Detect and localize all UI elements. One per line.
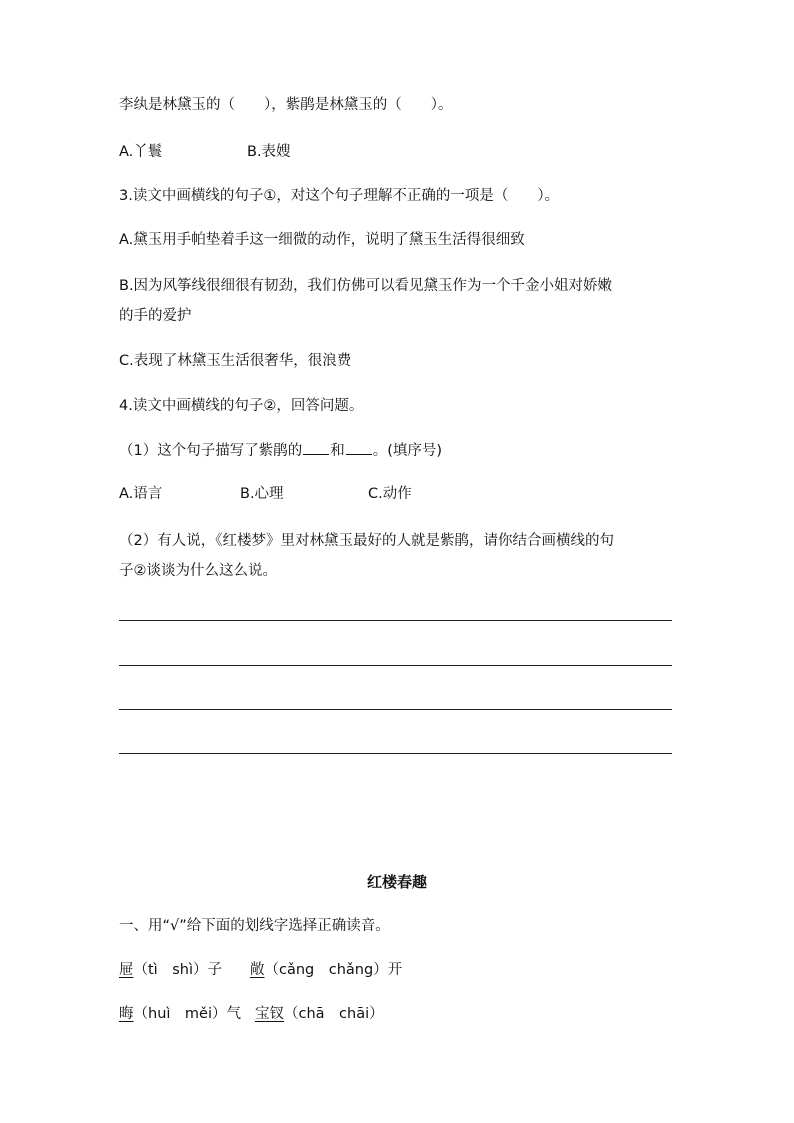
pinyin-choice[interactable]: （tì shì）子	[133, 962, 222, 978]
q2-stem: 李纨是林黛玉的（ ），紫鹃是林黛玉的（ ）。	[119, 97, 453, 113]
section-title: 红楼春趣	[366, 873, 427, 891]
answer-line-4[interactable]	[119, 753, 672, 754]
q4-sub2-line2: 子②谈谈为什么这么说。	[119, 563, 277, 579]
q3-option-b-line1[interactable]: B.因为风筝线很细很有韧劲，我们仿佛可以看见黛玉作为一个千金小姐对娇嫩	[119, 278, 613, 294]
pinyin-choice[interactable]: （cǎng chǎng）开	[264, 962, 403, 978]
answer-line-2[interactable]	[119, 665, 672, 666]
q4-option-c[interactable]: C.动作	[368, 486, 412, 502]
answer-line-3[interactable]	[119, 709, 672, 710]
q4-option-a[interactable]: A.语言	[119, 486, 163, 502]
q4-sub1-blank-1[interactable]	[303, 440, 329, 455]
q4-sub1-mid: 和	[330, 443, 345, 459]
q4-sub1-suffix: 。(填序号)	[372, 443, 443, 459]
q4-sub2-line1: （2）有人说，《红楼梦》里对林黛玉最好的人就是紫鹃，请你结合画横线的句	[119, 533, 614, 549]
q4-option-b[interactable]: B.心理	[240, 486, 284, 502]
answer-line-1[interactable]	[119, 620, 672, 621]
pinyin-choice[interactable]: （huì měi）气	[133, 1006, 241, 1022]
pinyin-question-stem: 一、用“√”给下面的划线字选择正确读音。	[119, 918, 390, 934]
q4-sub1-prefix: （1）这个句子描写了紫鹃的	[119, 443, 303, 459]
underlined-char: 屉	[119, 962, 134, 978]
q3-option-a[interactable]: A.黛玉用手帕垫着手这一细微的动作，说明了黛玉生活得很细致	[119, 232, 525, 248]
word-prefix: 宝	[254, 1006, 270, 1022]
q2-option-a[interactable]: A.丫鬟	[119, 144, 163, 160]
pinyin-row-1	[119, 960, 402, 980]
underlined-char: 钗	[269, 1006, 284, 1022]
q4-sub1	[119, 440, 442, 461]
pinyin-choice[interactable]: （chā chāi）	[283, 1006, 384, 1022]
q4-sub1-blank-2[interactable]	[346, 440, 372, 455]
q3-option-b-line2[interactable]: 的手的爱护	[119, 308, 192, 324]
q4-stem: 4.读文中画横线的句子②，回答问题。	[119, 398, 364, 414]
q4-options	[119, 484, 412, 504]
q3-option-c[interactable]: C.表现了林黛玉生活很奢华，很浪费	[119, 353, 352, 369]
q2-options	[119, 142, 291, 162]
q2-option-b[interactable]: B.表嫂	[247, 144, 291, 160]
underlined-char: 敞	[250, 962, 265, 978]
underlined-char: 晦	[119, 1006, 134, 1022]
pinyin-row-2	[119, 1004, 384, 1024]
q3-stem: 3.读文中画横线的句子①，对这个句子理解不正确的一项是（ ）。	[119, 188, 560, 204]
